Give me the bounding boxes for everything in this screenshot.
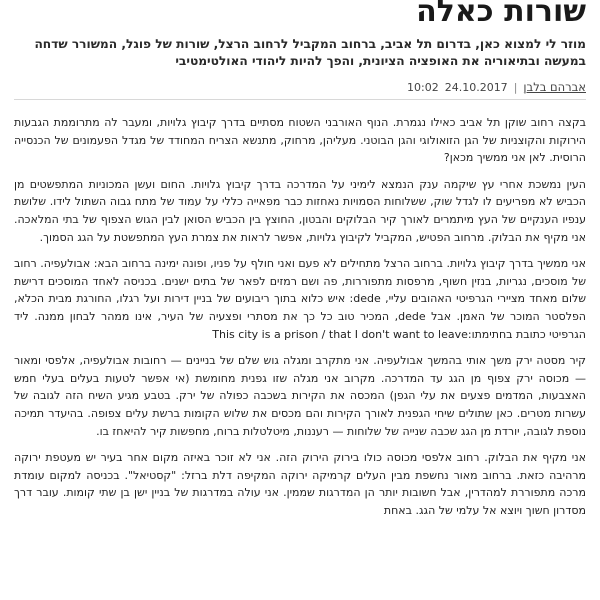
article-byline xyxy=(14,80,586,100)
article-paragraph-3: אני ממשיך בדרך קיבוץ גלויות. ברחוב הרצל מתחילים לא פעם ואני חולף על פניו, ופונה ימינה ברחוב הבא: אבולעפיה. רחוב של מוסכים, נגריות, בנזין חשוף, מרפסות מתפוררות, פה ושם רמזים לפאר של בתים ישנים. בכניסה לאחד המוסכים דרישת שלום מאחד מציירי הגרפיטי האהובים עליי, dede: איש כלוא בתוך ריבועים של בניין דירות ועל רגלו, החורגת מבית הכלא, הפלסטר המוכר של האמן. אבל dede, המכיר טוב כל כך את מסתרי ופצעיה של העיר, אינו ממהר לבחון ממנה. ליד הגרפיטי כתובת בחתימתו:This city is a prison / that I don't want to leave xyxy=(14,257,587,341)
article-paragraph-1: בקצה רחוב שוקן תל אביב כאילו נגמרת. הנוף האורבני השטוח מסתיים בדרך קיבוץ גלויות, ומעבר לה מתרוממת הגבעות הירוקות והקוצניות של הגן הזואולוגי והגן הבוטני. מעליהן, מרחוק, מתנשא הצריח המחודד של מגדל הפעמונים של הכנסייה הרוסית. לאן אני ממשיך מכאן? xyxy=(14,116,586,165)
author-link[interactable]: אברהם בלבן xyxy=(523,80,586,94)
article-subtitle: מוזר לי למצוא כאן, בדרום תל אביב, ברחוב המקביל לרחוב הרצל, שורות של פוגל, המשורר שדחה במעשה ובתיאוריה את האופציה הציונית, והפך להיות ליהודי האולטימטיבי xyxy=(34,37,586,68)
publish-time: 10:02 xyxy=(407,81,439,94)
article-paragraph-2: העין נמשכת אחרי עץ שיקמה ענק הנמצא לימיני על המדרכה בדרך קיבוץ גלויות. החום ועשן המכוניות המתפשטים מן הכביש לא מפריעים לו לגדל שוק, ששלוחות הסמויות נאחזות כבר מפאייה כללי על עמוד של מתח גבוה השתול לידו. שלושת ענפיו הענקיים של העץ מיתמרים לאורך קיר הבלוקים והבטון, החוצץ בין הכביש הסואן לבין הגוש הצפוף של בתי המלאכה. אני מקיף את הבלוק. מרחוב הפטיש, המקביל לקיבוץ גלויות, אפשר לראות את צמרת העץ המתפשטת על הגג הסמוך. xyxy=(14,177,586,244)
publish-date: 24.10.2017 xyxy=(444,81,508,94)
article-headline: שורות כאלה xyxy=(416,0,586,29)
article-body xyxy=(14,114,586,519)
article-paragraph-5: אני מקיף את הבלוק. רחוב אלפסי מכוסה כולו בירוק הירוק הזה. אני לא זוכר באיזה מקום אחר בעיר יש מעטפת ירוקה מרהיבה כזאת. ברחוב מאור נחשפת מבין העלים קרמיקה ירוקה המקיפה דלת ברזל: "קסטיאל". בכניסה למקום עומדת מרכה מתפוררת למהדרין, אבל חשובות יותר הן המדרגות שממין. אני עולה במדרגות של בניין ישן בן שתי קומות. עובר דרך מסדרון חשוך ויוצא אל עלמי של הגג. באחת xyxy=(14,451,586,517)
byline-separator: | xyxy=(513,81,518,94)
article-paragraph-4: קיר מסטה ירק משך אותי בהמשך אבולעפיה. אני מתקרב ומגלה גוש שלם של בניינים — רחובות אבולעפיה, אלפסי ומאור — מכוסה ירק צפוף מן הגג עד המדרכה. מקרוב אני מגלה שזו גפנית מחומשת (אי אפשר לטעות בעלים בעלי חמש האצבעות, המדמים פצעים את עלי הגפן) המכסה את הקירות בשכבה כפולה של ירק. בטבע מגיע השיח הזה לגובה של עשרות מטרים. כאן שתולים שיחי הגפנית לאורך הקירות והם מכסים את שלוש הקומות ברשת עלים צפופה. בהיעדר תמיכה נוספת לגובה, יורדת מן הגג שכבה שנייה של שלוחות — רעננות, מיטלטלות ברוח, מחפשות קיר להיאחז בו. xyxy=(14,354,586,438)
